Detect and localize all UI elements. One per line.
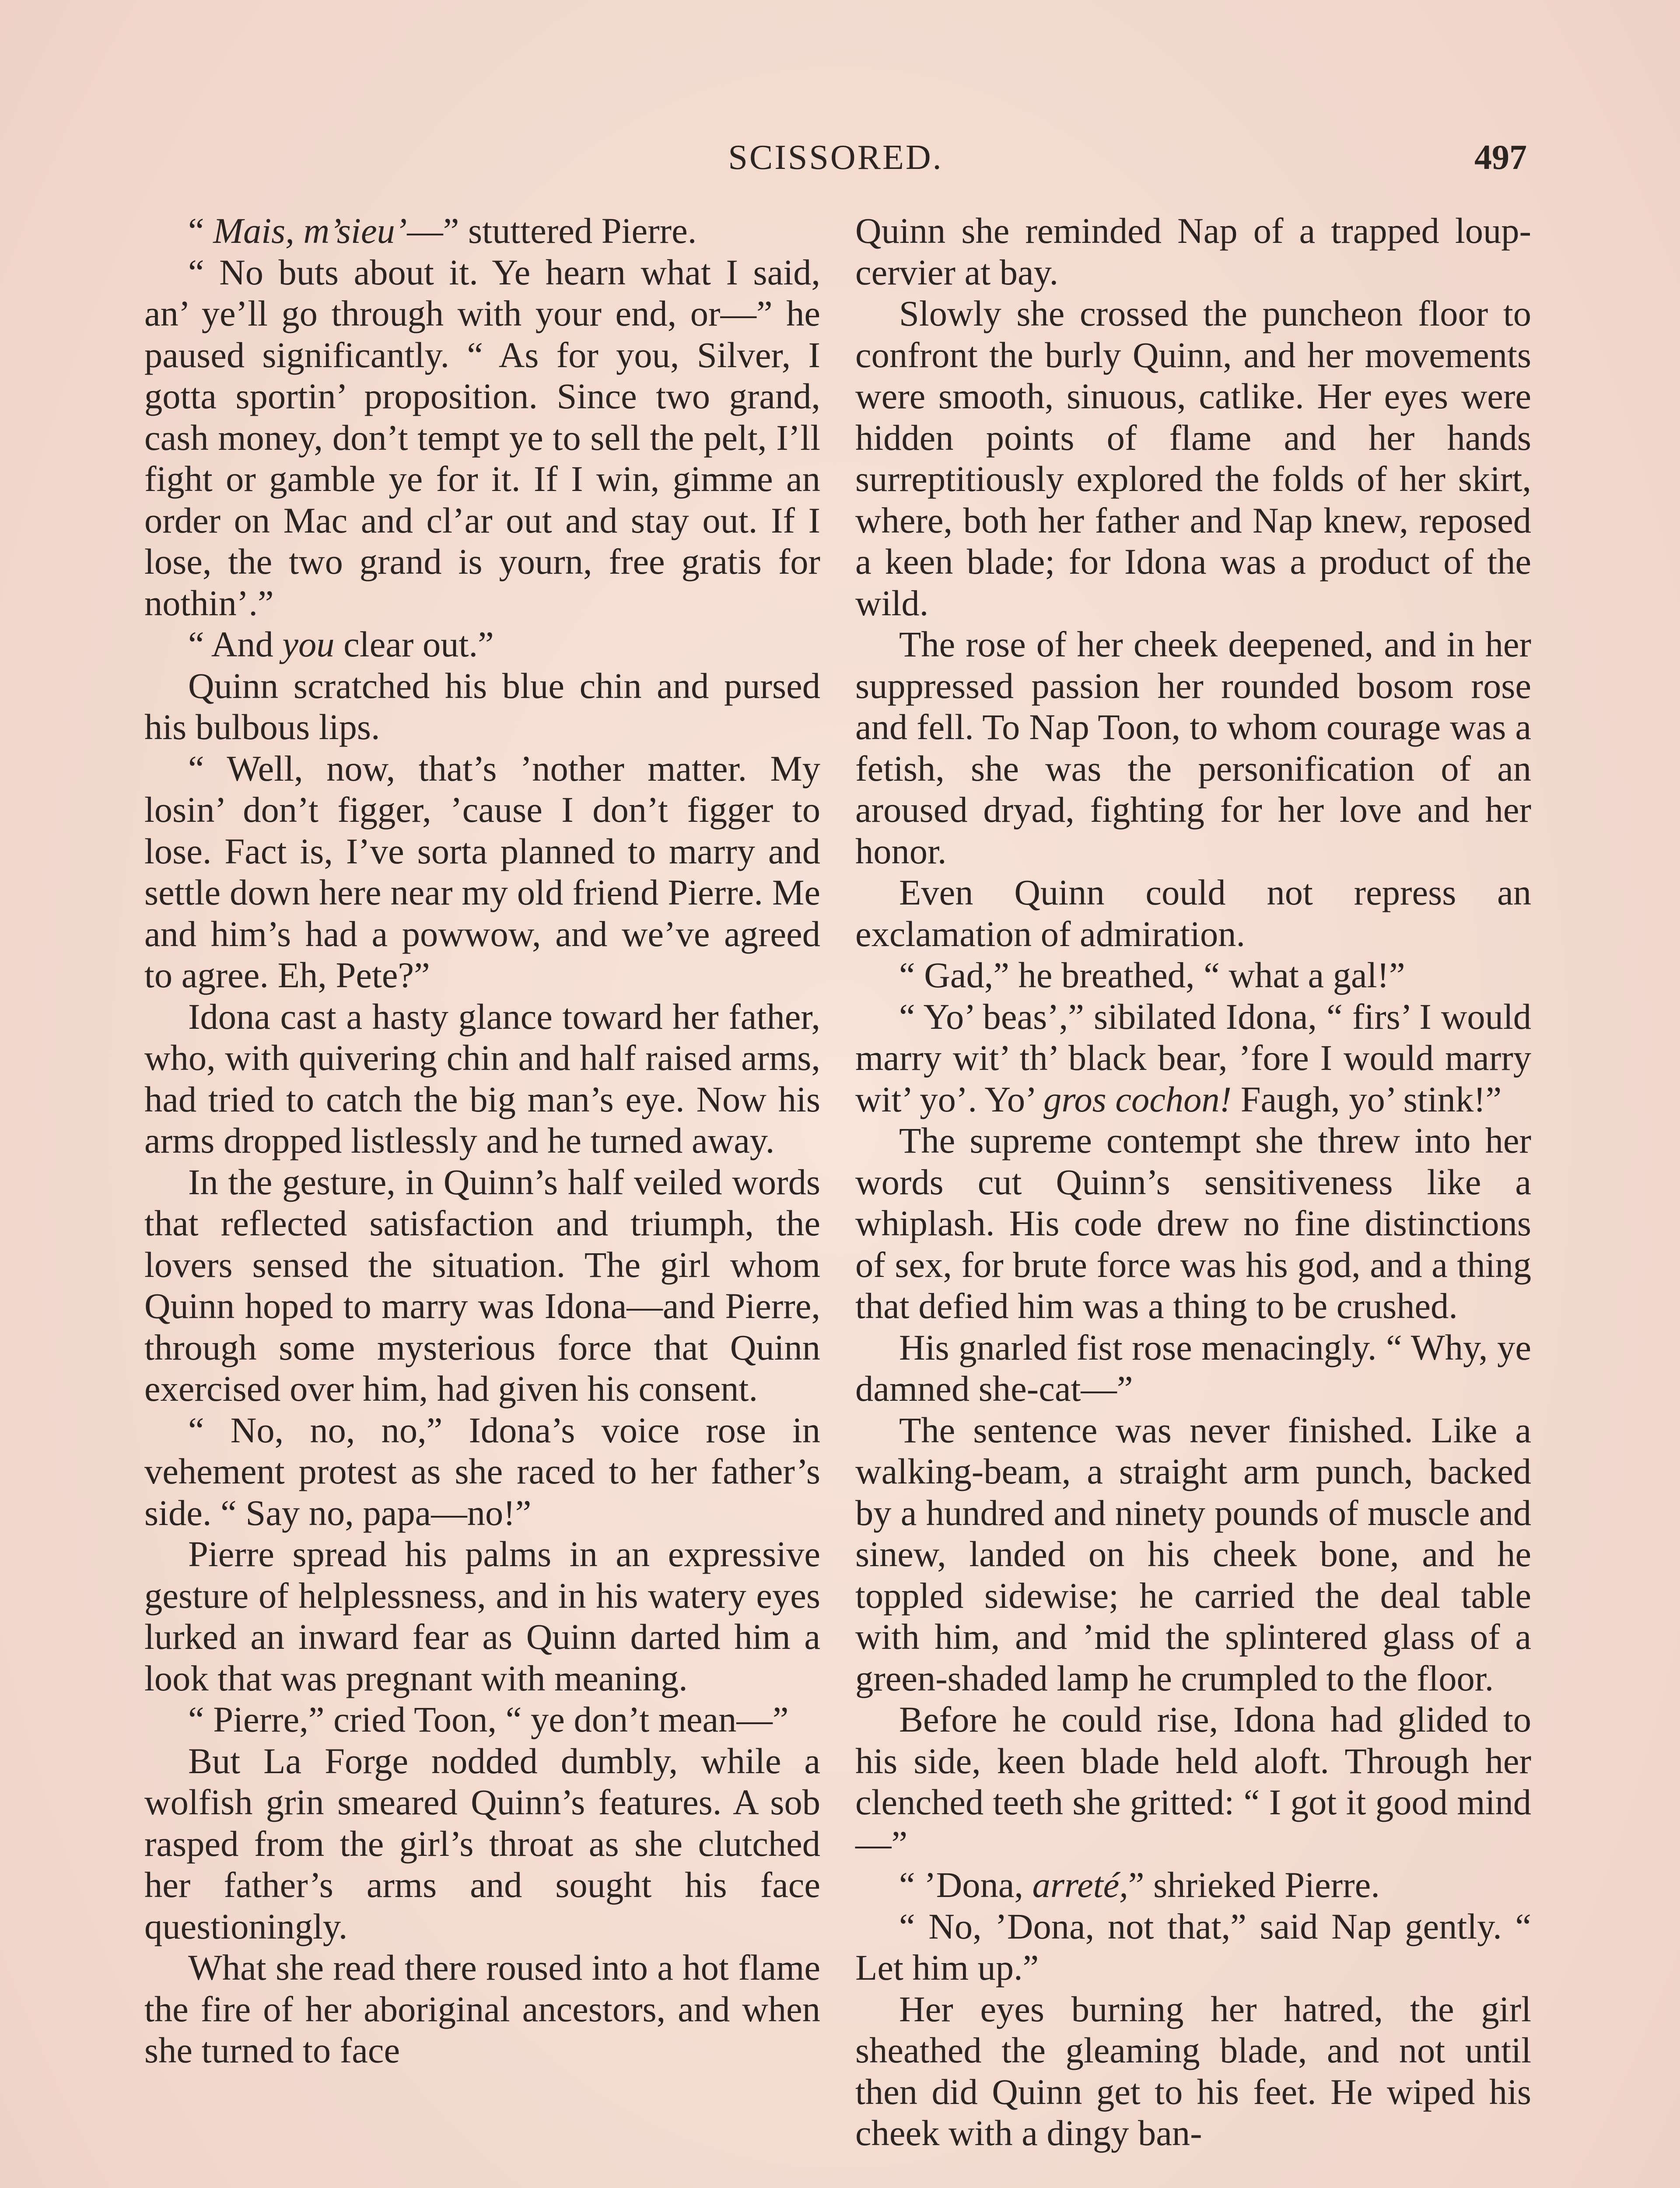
text-run: Idona cast a hasty glance toward her father, who, with quivering chin and half raised arms, had tried to catch the big man’s eye. Now his arms dropped listlessly and he turned away. — [144, 996, 820, 1161]
text-run: The sentence was never finished. Like a walking-beam, a straight arm punch, backed by a hundred and ninety pounds of muscle and sinew, landed on his cheek bone, and he toppled sidewise; he carried the deal table with him, and ’mid the splintered glass of a green-shaded lamp he crumpled to the floor. — [855, 1410, 1531, 1698]
text-run: Faugh, yo’ stink!” — [1232, 1079, 1502, 1119]
text-run: “ Pierre,” cried Toon, “ ye don’t mean—” — [188, 1699, 789, 1739]
paragraph — [144, 1740, 820, 1947]
paragraph — [855, 210, 1531, 293]
paragraph — [855, 996, 1531, 1120]
paragraph — [144, 665, 820, 748]
paragraph — [144, 1947, 820, 2071]
italic-text: gros cochon! — [1043, 1079, 1232, 1119]
paragraph — [144, 252, 820, 624]
paragraph — [855, 1988, 1531, 2154]
page-header — [144, 131, 1527, 184]
text-run: clear out.” — [334, 624, 494, 664]
text-run: But La Forge nodded dumbly, while a wolfish grin smeared Quinn’s features. A sob rasped from the girl’s throat as she clutched her father’s arms and sought his face questioningly. — [144, 1740, 820, 1946]
text-run: “ Gad,” he breathed, “ what a gal!” — [899, 955, 1405, 995]
right-text-column — [855, 210, 1531, 2154]
text-run: “ Well, now, that’s ’nother matter. My losin’ don’t figger, ’cause I don’t figger to lose. Fact is, I’ve sorta planned to marry and settle down here near my old friend Pierre. Me and him’s had a powwow, and we’ve agreed to agree. Eh, Pete?” — [144, 748, 820, 995]
paragraph — [144, 996, 820, 1161]
paragraph — [144, 624, 820, 665]
text-run: “ — [188, 210, 214, 251]
paragraph — [855, 954, 1531, 996]
paragraph — [855, 872, 1531, 954]
text-run: Before he could rise, Idona had glided to his side, keen blade held aloft. Through her clenched teeth she gritted: “ I got it good mind—” — [855, 1699, 1531, 1864]
text-run: Quinn she reminded Nap of a trapped loup-cervier at bay. — [855, 210, 1531, 292]
paragraph — [855, 1699, 1531, 1864]
left-text-column — [144, 210, 820, 2071]
text-run: The supreme contempt she threw into her words cut Quinn’s sensitiveness like a whiplash. His code drew no fine distinctions of sex, for brute force was his god, and a thing that defied him was a thing to be crushed. — [855, 1120, 1531, 1326]
text-run: Her eyes burning her hatred, the girl sheathed the gleaming blade, and not until then did Quinn get to his feet. He wiped his cheek with a dingy ban- — [855, 1988, 1531, 2153]
paragraph — [855, 1906, 1531, 1988]
paragraph — [855, 1410, 1531, 1699]
text-run: “ Yo’ beas’,” sibilated Idona, “ firs’ I would marry wit’ th’ black bear, ’fore I would marry wit’ yo’. Yo’ — [855, 996, 1531, 1119]
paragraph — [144, 1410, 820, 1534]
text-run: “ No, ’Dona, not that,” said Nap gently. “ Let him up.” — [855, 1906, 1531, 1988]
italic-text: Mais, m’sieu’ — [213, 210, 407, 251]
text-run: —” stuttered Pierre. — [407, 210, 697, 251]
paragraph — [144, 1161, 820, 1410]
paragraph — [144, 1699, 820, 1740]
text-run: The rose of her cheek deepened, and in her suppressed passion her rounded bosom rose and fell. To Nap Toon, to whom courage was a fetish, she was the personification of an aroused dryad, fighting for her love and her honor. — [855, 624, 1531, 871]
paragraph — [855, 1864, 1531, 1906]
text-run: “ ’Dona, — [899, 1865, 1032, 1905]
text-run: “ No, no, no,” Idona’s voice rose in vehement protest as she raced to her father’s side. “ Say no, papa—no!” — [144, 1410, 820, 1533]
paragraph — [855, 1120, 1531, 1327]
paragraph — [144, 748, 820, 996]
paragraph — [855, 293, 1531, 624]
paragraph — [144, 210, 820, 252]
text-run: Quinn scratched his blue chin and pursed his bulbous lips. — [144, 665, 820, 747]
italic-text: you — [282, 624, 335, 664]
text-run: His gnarled fist rose menacingly. “ Why, ye damned she-cat—” — [855, 1327, 1531, 1409]
italic-text: arreté, — [1032, 1865, 1128, 1905]
text-run: ” shrieked Pierre. — [1128, 1865, 1380, 1905]
text-run: Pierre spread his palms in an expressive gesture of helplessness, and in his watery eyes lurked an inward fear as Quinn darted him a look that was pregnant with meaning. — [144, 1534, 820, 1698]
page-number: 497 — [1474, 138, 1527, 177]
paragraph — [144, 1533, 820, 1699]
text-run: Slowly she crossed the puncheon floor to confront the burly Quinn, and her movements were smooth, sinuous, catlike. Her eyes were hidden points of flame and her hands surreptitiously explored the folds of her skirt, where, both her father and Nap knew, reposed a keen blade; for Idona was a product of the wild. — [855, 293, 1531, 623]
text-run: In the gesture, in Quinn’s half veiled words that reflected satisfaction and triumph, the lovers sensed the situation. The girl whom Quinn hoped to marry was Idona—and Pierre, through some mysterious force that Quinn exercised over him, had given his consent. — [144, 1161, 820, 1409]
running-title: SCISSORED. — [728, 138, 943, 177]
text-run: “ And — [188, 624, 283, 664]
paragraph — [855, 624, 1531, 872]
paragraph — [855, 1327, 1531, 1410]
text-run: Even Quinn could not repress an exclamation of admiration. — [855, 872, 1531, 954]
text-run: What she read there roused into a hot flame the fire of her aboriginal ancestors, and when she turned to face — [144, 1947, 820, 2070]
text-run: “ No buts about it. Ye hearn what I said, an’ ye’ll go through with your end, or—” he paused significantly. “ As for you, Silver, I gotta sportin’ proposition. Since two grand, cash money, don’t tempt ye to sell the pelt, I’ll fight or gamble ye for it. If I win, gimme an order on Mac and cl’ar out and stay out. If I lose, the two grand is yourn, free gratis for nothin’.” — [144, 252, 820, 623]
